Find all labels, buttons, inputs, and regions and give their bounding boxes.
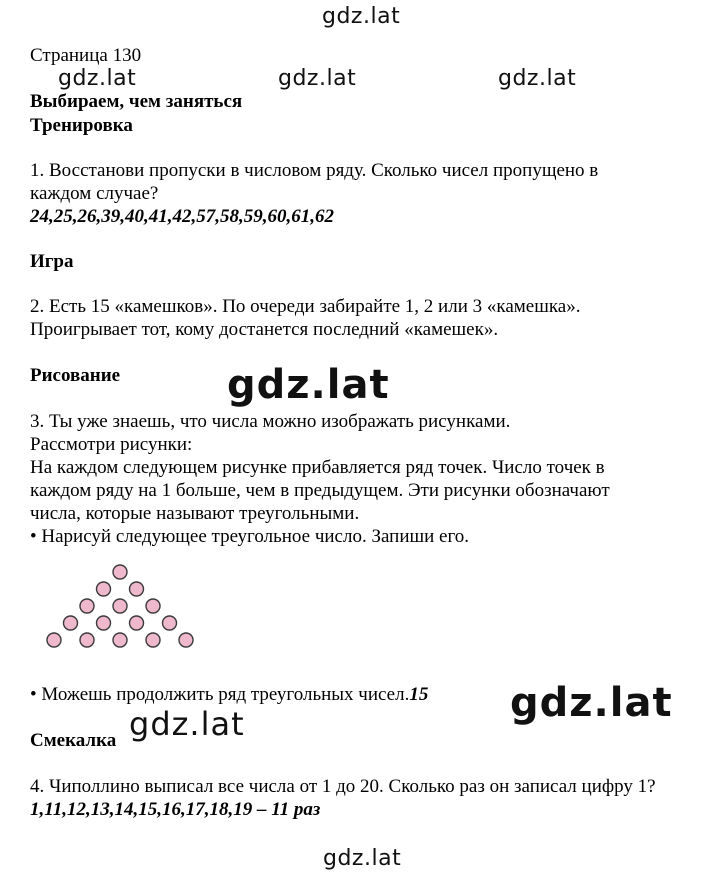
pebble-dot	[80, 599, 94, 613]
watermark-left-mid: gdz.lat	[129, 705, 245, 743]
watermark-row-center: gdz.lat	[278, 66, 357, 91]
pebble-dot	[130, 582, 144, 596]
section-training-title: Тренировка	[30, 115, 133, 136]
watermark-middle: gdz.lat	[227, 362, 390, 408]
task3-bullet2-text: • Можешь продолжить ряд треугольных чисел.	[30, 684, 410, 705]
pebble-dot	[113, 633, 127, 647]
pebble-dot	[47, 633, 61, 647]
section-smart-title: Смекалка	[30, 730, 117, 751]
task4-answer: 1,11,12,13,14,15,16,17,18,19 – 11 раз	[30, 799, 321, 820]
task3-line2: Рассмотри рисунки:	[30, 434, 193, 455]
task1-line2: каждом случае?	[30, 183, 159, 204]
task3-line5: числа, которые называют треугольными.	[30, 503, 360, 524]
watermark-bottom: gdz.lat	[323, 846, 402, 871]
pebble-dot	[113, 565, 127, 579]
watermark-row-right: gdz.lat	[498, 66, 577, 91]
pebble-dot	[130, 616, 144, 630]
page-heading: Выбираем, чем заняться	[30, 91, 243, 112]
task3-line4: каждом ряду на 1 больше, чем в предыдущем. Эти рисунки обозначают	[30, 480, 610, 501]
task2-line1: 2. Есть 15 «камешков». По очереди забирайте 1, 2 или 3 «камешка».	[30, 296, 581, 317]
task3-bullet2	[30, 683, 428, 706]
task4-line1: 4. Чиполлино выписал все числа от 1 до 20. Сколько раз он записал цифру 1?	[30, 776, 656, 797]
watermark-row-left: gdz.lat	[58, 66, 137, 91]
pebble-dot	[64, 616, 78, 630]
task3-line3: На каждом следующем рисунке прибавляется ряд точек. Число точек в	[30, 457, 605, 478]
watermark-top: gdz.lat	[322, 4, 401, 29]
task2-line2: Проигрывает тот, кому достанется последний «камешек».	[30, 319, 499, 340]
triangular-number-figure	[30, 560, 210, 650]
pebble-dot	[179, 633, 193, 647]
pebble-dot	[80, 633, 94, 647]
task3-bullet1: • Нарисуй следующее треугольное число. Запиши его.	[30, 526, 470, 547]
task1-line1: 1. Восстанови пропуски в числовом ряду. Сколько чисел пропущено в	[30, 160, 599, 181]
task3-line1: 3. Ты уже знаешь, что числа можно изображать рисунками.	[30, 411, 511, 432]
pebble-dot	[97, 582, 111, 596]
section-drawing-title: Рисование	[30, 365, 121, 386]
pebble-dot	[146, 633, 160, 647]
pebble-dot	[163, 616, 177, 630]
watermark-right-large: gdz.lat	[510, 680, 673, 726]
pebble-dot	[113, 599, 127, 613]
pebble-dot	[146, 599, 160, 613]
section-game-title: Игра	[30, 251, 74, 272]
task3-bullet2-answer: 15	[409, 684, 429, 705]
page-label: Страница 130	[30, 45, 142, 66]
pebble-dot	[97, 616, 111, 630]
task1-answer: 24,25,26,39,40,41,42,57,58,59,60,61,62	[30, 206, 334, 227]
